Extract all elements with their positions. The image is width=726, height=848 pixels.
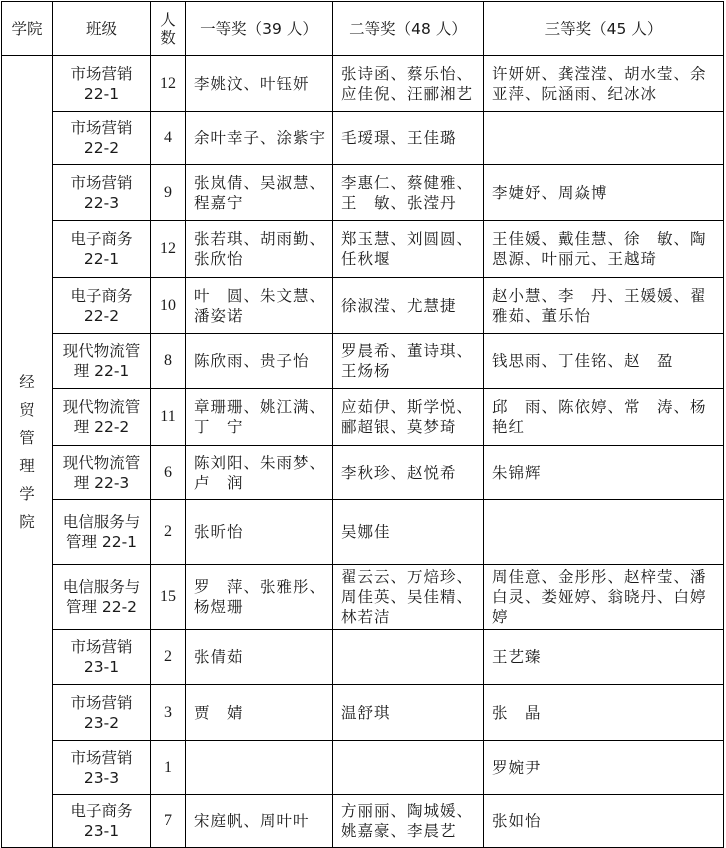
table-row xyxy=(2,389,724,446)
class-cell: 电子商务 22-2 xyxy=(53,278,151,334)
third-prize-cell xyxy=(484,112,724,165)
second-prize-cell: 徐淑滢、尤慧捷 xyxy=(333,278,484,334)
count-cell: 1 xyxy=(151,741,186,795)
header-count: 人数 xyxy=(151,2,186,56)
first-prize-cell: 章珊珊、姚江满、丁 宁 xyxy=(186,389,333,446)
first-prize-cell: 宋庭帆、周叶叶 xyxy=(186,795,333,848)
first-prize-cell: 张昕怡 xyxy=(186,500,333,565)
third-prize-cell: 周佳意、金彤彤、赵梓莹、潘白灵、娄娅婷、翁晓丹、白婷婷 xyxy=(484,565,724,630)
class-cell: 市场营销 22-3 xyxy=(53,165,151,221)
table-row xyxy=(2,56,724,112)
class-cell: 电信服务与管理 22-1 xyxy=(53,500,151,565)
first-prize-cell: 陈刘阳、朱雨梦、卢 润 xyxy=(186,446,333,500)
table-row xyxy=(2,446,724,500)
second-prize-cell xyxy=(333,741,484,795)
award-table xyxy=(1,1,724,848)
second-prize-cell: 李惠仁、蔡健雅、王 敏、张滢丹 xyxy=(333,165,484,221)
header-third-prize: 三等奖（45 人） xyxy=(484,2,724,56)
third-prize-cell: 钱思雨、丁佳铭、赵 盈 xyxy=(484,334,724,389)
class-cell: 市场营销 23-3 xyxy=(53,741,151,795)
count-cell: 12 xyxy=(151,56,186,112)
header-row xyxy=(2,2,724,56)
table-row xyxy=(2,334,724,389)
class-cell: 电信服务与管理 22-2 xyxy=(53,565,151,630)
count-cell: 4 xyxy=(151,112,186,165)
count-cell: 2 xyxy=(151,630,186,685)
second-prize-cell xyxy=(333,630,484,685)
first-prize-cell: 叶 圆、朱文慧、潘姿诺 xyxy=(186,278,333,334)
count-cell: 11 xyxy=(151,389,186,446)
third-prize-cell: 张 晶 xyxy=(484,685,724,741)
count-cell: 6 xyxy=(151,446,186,500)
third-prize-cell: 邱 雨、陈依婷、常 涛、杨艳红 xyxy=(484,389,724,446)
table-row xyxy=(2,685,724,741)
second-prize-cell: 毛瑷璟、王佳璐 xyxy=(333,112,484,165)
count-cell: 10 xyxy=(151,278,186,334)
table-row xyxy=(2,630,724,685)
header-first-prize: 一等奖（39 人） xyxy=(186,2,333,56)
first-prize-cell: 罗 萍、张雅彤、杨煜珊 xyxy=(186,565,333,630)
table-row xyxy=(2,500,724,565)
first-prize-cell: 陈欣雨、贵子怡 xyxy=(186,334,333,389)
header-college: 学院 xyxy=(2,2,53,56)
class-cell: 现代物流管理 22-3 xyxy=(53,446,151,500)
class-cell: 市场营销 22-1 xyxy=(53,56,151,112)
second-prize-cell: 罗晨希、董诗琪、王炀杨 xyxy=(333,334,484,389)
third-prize-cell: 赵小慧、李 丹、王媛媛、翟雅茹、董乐怡 xyxy=(484,278,724,334)
class-cell: 现代物流管理 22-2 xyxy=(53,389,151,446)
second-prize-cell: 郑玉慧、刘圆圆、任秋堰 xyxy=(333,221,484,278)
third-prize-cell: 张如怡 xyxy=(484,795,724,848)
third-prize-cell: 朱锦辉 xyxy=(484,446,724,500)
third-prize-cell: 王佳媛、戴佳慧、徐 敏、陶恩源、叶丽元、王越琦 xyxy=(484,221,724,278)
first-prize-cell: 余叶幸子、涂紫宇 xyxy=(186,112,333,165)
table-row xyxy=(2,221,724,278)
table-row xyxy=(2,741,724,795)
first-prize-cell: 张岚倩、吴淑慧、程嘉宁 xyxy=(186,165,333,221)
table-row xyxy=(2,278,724,334)
third-prize-cell: 许妍妍、龚滢滢、胡水莹、余亚萍、阮涵雨、纪冰冰 xyxy=(484,56,724,112)
second-prize-cell: 张诗函、蔡乐怡、应佳倪、汪郦湘艺 xyxy=(333,56,484,112)
class-cell: 现代物流管理 22-1 xyxy=(53,334,151,389)
table-row xyxy=(2,795,724,848)
first-prize-cell: 张若琪、胡雨勤、张欣怡 xyxy=(186,221,333,278)
third-prize-cell xyxy=(484,500,724,565)
count-cell: 7 xyxy=(151,795,186,848)
college-name: 经贸管理学院 xyxy=(19,372,35,531)
second-prize-cell: 翟云云、万焙珍、周佳英、吴佳精、林若洁 xyxy=(333,565,484,630)
table-row xyxy=(2,565,724,630)
class-cell: 市场营销 22-2 xyxy=(53,112,151,165)
class-cell: 电子商务 22-1 xyxy=(53,221,151,278)
count-cell: 12 xyxy=(151,221,186,278)
count-cell: 15 xyxy=(151,565,186,630)
third-prize-cell: 李婕妤、周焱博 xyxy=(484,165,724,221)
first-prize-cell xyxy=(186,741,333,795)
second-prize-cell: 李秋珍、赵悦希 xyxy=(333,446,484,500)
second-prize-cell: 温舒琪 xyxy=(333,685,484,741)
first-prize-cell: 张倩茹 xyxy=(186,630,333,685)
third-prize-cell: 罗婉尹 xyxy=(484,741,724,795)
class-cell: 市场营销 23-2 xyxy=(53,685,151,741)
class-cell: 市场营销 23-1 xyxy=(53,630,151,685)
class-cell: 电子商务 23-1 xyxy=(53,795,151,848)
first-prize-cell: 贾 婧 xyxy=(186,685,333,741)
second-prize-cell: 方丽丽、陶城媛、姚嘉豪、李晨艺 xyxy=(333,795,484,848)
count-cell: 9 xyxy=(151,165,186,221)
table-row xyxy=(2,112,724,165)
second-prize-cell: 吴娜佳 xyxy=(333,500,484,565)
count-cell: 8 xyxy=(151,334,186,389)
count-cell: 3 xyxy=(151,685,186,741)
table-row xyxy=(2,165,724,221)
first-prize-cell: 李姚汶、叶钰妍 xyxy=(186,56,333,112)
college-cell xyxy=(2,56,53,848)
header-second-prize: 二等奖（48 人） xyxy=(333,2,484,56)
count-cell: 2 xyxy=(151,500,186,565)
header-class: 班级 xyxy=(53,2,151,56)
third-prize-cell: 王艺臻 xyxy=(484,630,724,685)
second-prize-cell: 应茹伊、斯学悦、郦超银、莫梦琦 xyxy=(333,389,484,446)
